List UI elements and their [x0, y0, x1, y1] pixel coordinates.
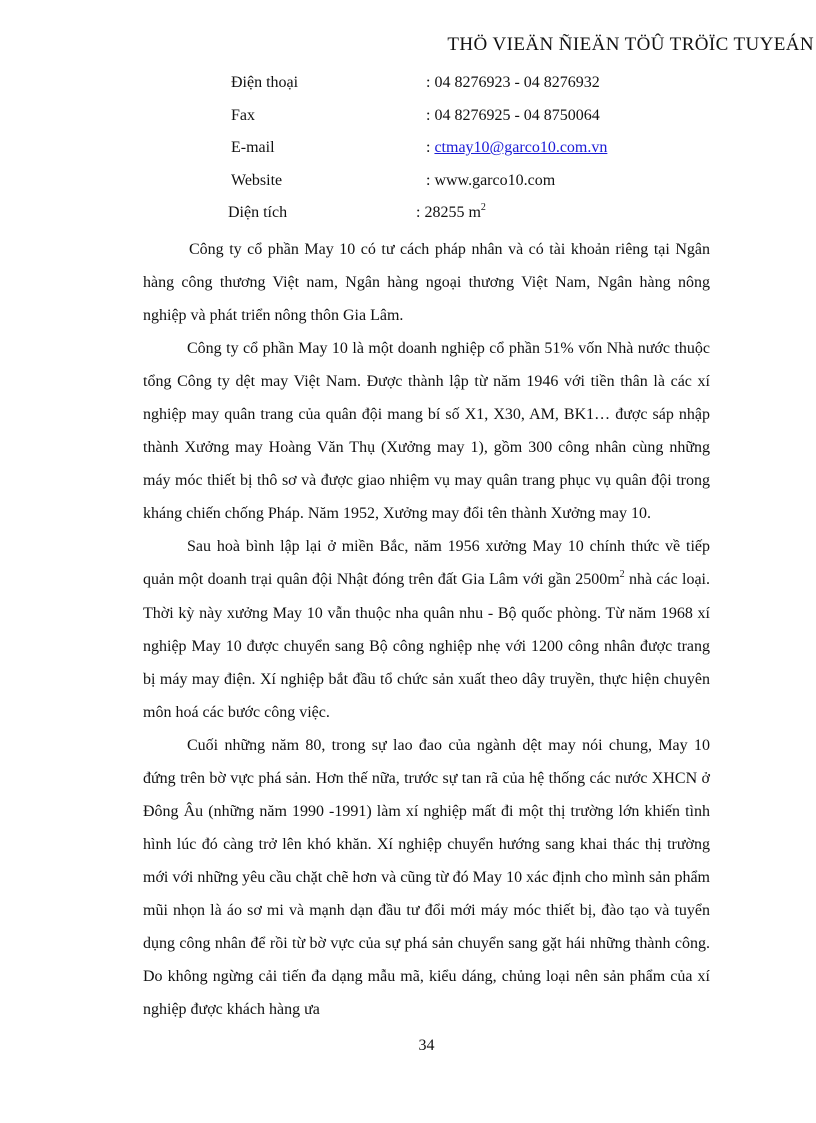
website-label: Website	[231, 171, 283, 189]
paragraph: Cuối những năm 80, trong sự lao đao của ngành dệt may nói chung, May 10 đứng trên bờ vực phá sản. Hơn thế nữa, trước sự tan rã của hệ thống các nước XHCN ở Đông Âu (những năm 1990 -1991) làm xí nghiệp mất đi một thị trường lớn khiến tình hình lúc đó càng trở lên khó khăn. Xí nghiệp chuyển hướng sang khai thác thị trường mới với những yêu cầu chặt chẽ hơn và cũng từ đó May 10 xác định cho mình sản phẩm mũi nhọn là áo sơ mi và mạnh dạn đầu tư đổi mới máy móc thiết bị, đào tạo và tuyển dụng công nhân để rồi từ bờ vực của sự phá sản chuyển sang gặt hái những thành công. Do không ngừng cải tiến đa dạng mẫu mã, kiểu dáng, chủng loại nên sản phẩm của xí nghiệp được khách hàng ưa	[143, 736, 710, 1019]
info-row-fax	[0, 107, 816, 140]
paragraph-text-start: Sau hoà bình lập lại ở miền Bắc, năm 1956 xưởng May 10 chính thức về tiếp quản một doanh trại quân đội Nhật đóng trên đất Gia Lâm với gần 2500m	[143, 538, 710, 589]
paragraph: Công ty cổ phần May 10 có tư cách pháp nhân và có tài khoản riêng tại Ngân hàng công thương Việt nam, Ngân hàng ngoại thương Việt Nam, Ngân hàng nông nghiệp và phát triển nông thôn Gia Lâm.	[143, 241, 710, 325]
paragraph: Công ty cổ phần May 10 là một doanh nghiệp cổ phần 51% vốn Nhà nước thuộc tổng Công ty dệt may Việt Nam. Được thành lập từ năm 1946 với tiền thân là các xí nghiệp may quân trang của quân đội mang bí số X1, X30, AM, BK1… được sáp nhập thành Xưởng may Hoàng Văn Thụ (Xưởng may 1), gồm 300 công nhân cùng những máy móc thiết bị thô sơ và được giao nhiệm vụ may quân trang phục vụ quân đội trong kháng chiến chống Pháp. Năm 1952, Xưởng may đổi tên thành Xưởng may 10.	[143, 340, 710, 523]
email-label: E-mail	[231, 139, 275, 156]
email-prefix: :	[426, 139, 435, 156]
fax-label: Fax	[231, 106, 255, 124]
website-value: : www.garco10.com	[426, 171, 556, 189]
info-row-email	[0, 139, 816, 172]
area-superscript: 2	[619, 569, 625, 581]
page-header: THÖ VIEÄN ÑIEÄN TÖÛ TRÖÏC TUYEÁN	[447, 34, 814, 55]
phone-value: : 04 8276923 - 04 8276932	[426, 74, 600, 91]
info-row-website	[0, 172, 816, 205]
phone-label: Điện thoại	[231, 74, 299, 91]
area-unit-superscript: 2	[480, 202, 486, 213]
area-value: : 28255 m	[416, 204, 481, 221]
fax-value: : 04 8276925 - 04 8750064	[426, 106, 600, 124]
area-value-wrapper	[416, 204, 486, 222]
area-label: Diện tích	[228, 204, 288, 221]
paragraph	[143, 530, 710, 728]
paragraph-text-end: nhà các loại. Thời kỳ này xưởng May 10 vẫn thuộc nha quân nhu - Bộ quốc phòng. Từ năm 1968 xí nghiệp May 10 được chuyển sang Bộ công nghiệp nhẹ với 1200 công nhân được trang bị máy may điện. Xí nghiệp bắt đầu tổ chức sản xuất theo dây truyền, thực hiện chuyên môn hoá các bước công việc.	[143, 571, 710, 721]
email-link[interactable]: ctmay10@garco10.com.vn	[434, 139, 608, 156]
page-number: 34	[418, 1037, 435, 1054]
info-row-area	[0, 204, 816, 237]
email-value-wrapper	[426, 139, 607, 157]
body-text	[143, 233, 710, 1026]
info-row-phone	[0, 74, 816, 107]
contact-info-block	[0, 74, 816, 237]
